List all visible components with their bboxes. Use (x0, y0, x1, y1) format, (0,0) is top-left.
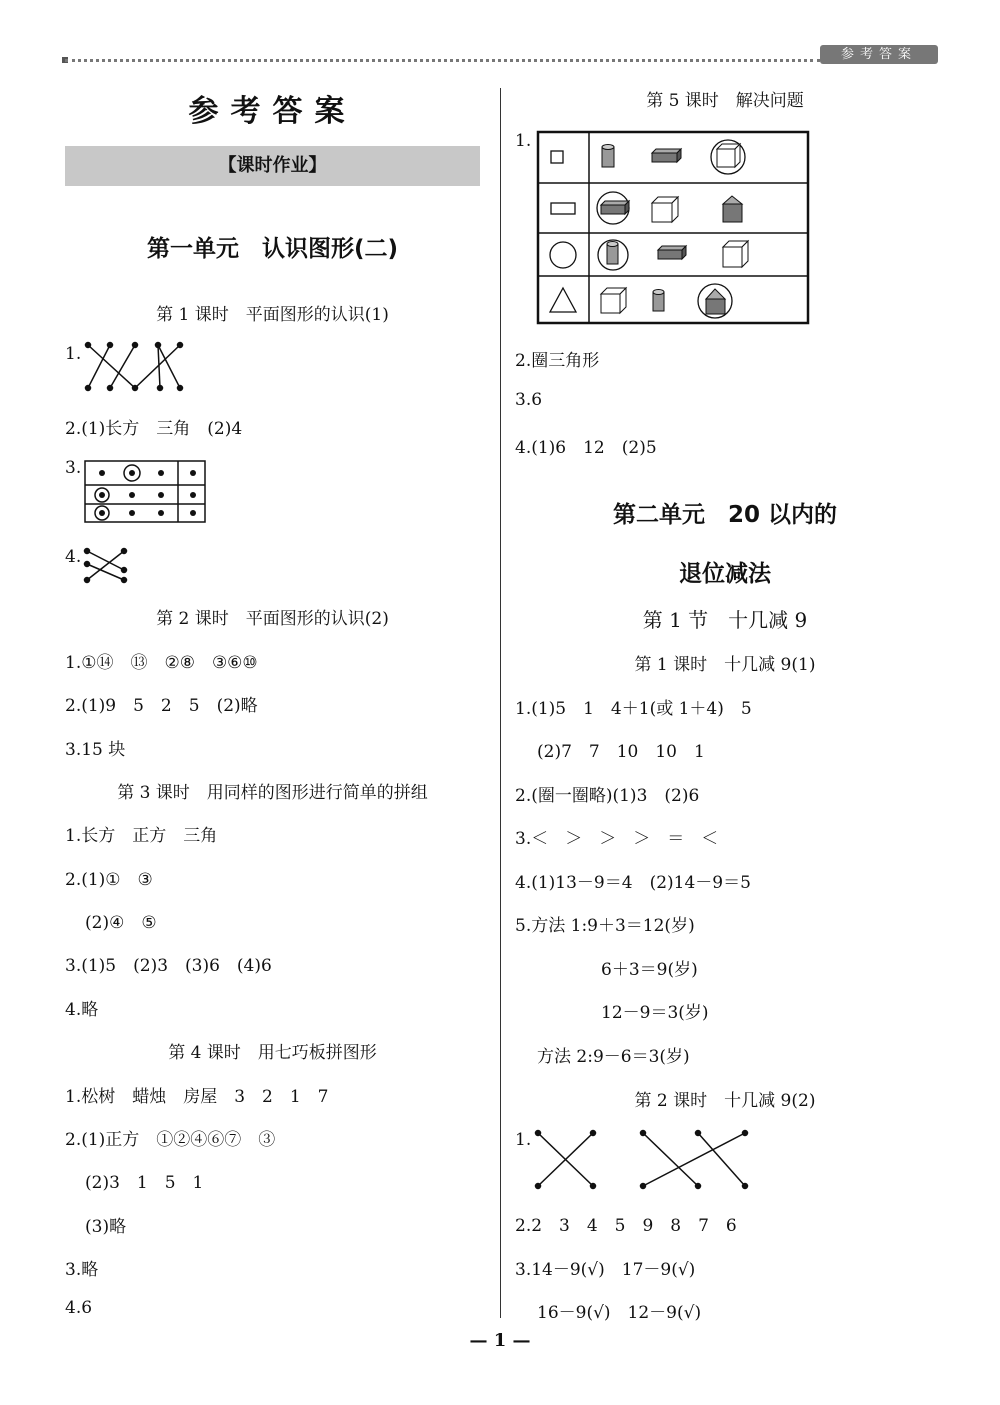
r1-q1b: (2)7 7 10 10 1 (537, 742, 705, 762)
unit2-title-line1: 第二单元 20 以内的 (612, 502, 837, 528)
l1-q4-matching-figure (84, 548, 129, 583)
r5-q1-shape-table (537, 131, 810, 325)
page-title: 参考答案 (188, 94, 357, 129)
r2-q1-matching-figure (533, 1128, 753, 1190)
l4-q3: 3.略 (65, 1260, 99, 1280)
r5-q3: 3.6 (515, 390, 543, 410)
unit2-title-line2: 退位减法 (679, 561, 771, 587)
l3-q3: 3.(1)5 (2)3 (3)6 (4)6 (65, 956, 272, 976)
l4-q2c: (3)略 (85, 1217, 127, 1237)
r2-q3a: 3.14－9(√) 17－9(√) (515, 1260, 696, 1280)
r2-q3b: 16－9(√) 12－9(√) (537, 1303, 702, 1323)
section-band: 【课时作业】 (65, 146, 480, 186)
l2-q2: 2.(1)9 5 2 5 (2)略 (65, 696, 258, 716)
l4-q1: 1.松树 蜡烛 房屋 3 2 1 7 (65, 1087, 329, 1107)
r1-q5b: 6＋3＝9(岁) (601, 960, 698, 980)
r2-q1-label: 1. (515, 1130, 532, 1150)
r1-q3: 3.＜ ＞ ＞ ＞ ＝ ＜ (515, 829, 719, 849)
l1-q2: 2.(1)长方 三角 (2)4 (65, 419, 243, 439)
lesson2-title: 第 2 课时 平面图形的认识(2) (156, 609, 389, 629)
r1-q5a: 5.方法 1:9＋3＝12(岁) (515, 916, 695, 936)
l1-q3-dot-grid (85, 461, 207, 523)
l4-q2a: 2.(1)正方 ①②④⑥⑦ ③ (65, 1130, 276, 1150)
r1-q2: 2.(圈一圈略)(1)3 (2)6 (515, 786, 700, 806)
r5-q4: 4.(1)6 12 (2)5 (515, 438, 657, 458)
r5-q1-label: 1. (515, 131, 532, 151)
r1-q5d: 方法 2:9－6＝3(岁) (537, 1047, 690, 1067)
unit1-title: 第一单元 认识图形(二) (146, 236, 399, 262)
r-lesson5-title: 第 5 课时 解决问题 (646, 91, 804, 111)
l3-q2a: 2.(1)① ③ (65, 870, 153, 890)
l1-q4-label: 4. (65, 547, 82, 567)
r5-q2: 2.圈三角形 (515, 351, 600, 371)
r1-q5c: 12－9＝3(岁) (601, 1003, 709, 1023)
r-lesson2-title: 第 2 课时 十几减 9(2) (634, 1091, 816, 1111)
l1-q1-label: 1. (65, 344, 82, 364)
r-lesson1-title: 第 1 课时 十几减 9(1) (634, 655, 816, 675)
header-rule (65, 59, 820, 62)
lesson4-title: 第 4 课时 用七巧板拼图形 (168, 1043, 377, 1063)
l3-q4: 4.略 (65, 1000, 99, 1020)
r1-q4: 4.(1)13－9＝4 (2)14－9＝5 (515, 873, 751, 893)
header-tag: 参考答案 (820, 45, 938, 64)
l1-q1-matching-figure (80, 340, 190, 395)
l1-q3-label: 3. (65, 458, 82, 478)
r2-q2: 2.2 3 4 5 9 8 7 6 (515, 1216, 737, 1236)
column-divider (500, 88, 501, 1318)
l3-q2b: (2)④ ⑤ (85, 913, 157, 933)
l4-q4: 4.6 (65, 1298, 93, 1318)
l4-q2b: (2)3 1 5 1 (85, 1173, 204, 1193)
lesson1-title: 第 1 课时 平面图形的认识(1) (156, 305, 389, 325)
l2-q3: 3.15 块 (65, 740, 126, 760)
l3-q1: 1.长方 正方 三角 (65, 826, 218, 846)
section1-title: 第 1 节 十几减 9 (642, 608, 808, 632)
lesson3-title: 第 3 课时 用同样的图形进行简单的拼组 (117, 783, 428, 803)
page-number: — 1 — (469, 1330, 531, 1351)
r1-q1a: 1.(1)5 1 4＋1(或 1＋4) 5 (515, 699, 752, 719)
l2-q1: 1.①⑭ ⑬ ②⑧ ③⑥⑩ (65, 653, 258, 673)
